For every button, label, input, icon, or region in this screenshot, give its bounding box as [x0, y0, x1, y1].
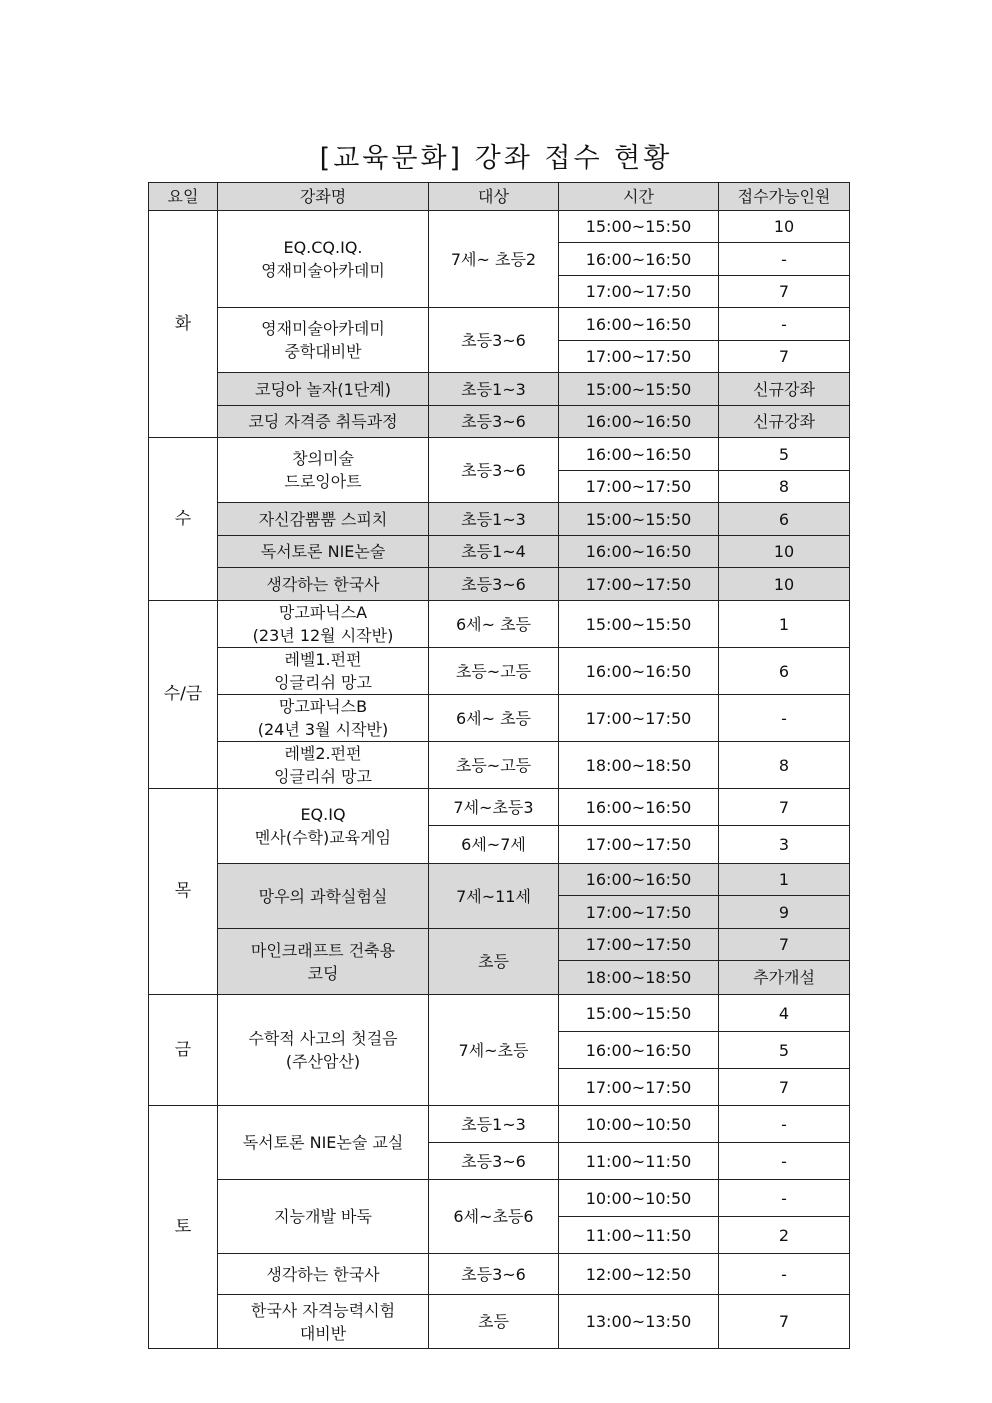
- table-row: [149, 1254, 850, 1295]
- course-name-line: 영재미술아카데미: [261, 261, 385, 280]
- target-cell: 초등~고등: [429, 742, 559, 789]
- seats-cell: -: [719, 308, 850, 341]
- time-cell: 16:00~16:50: [559, 648, 719, 695]
- day-cell: 수/금: [149, 601, 218, 789]
- time-cell: 18:00~18:50: [559, 961, 719, 995]
- seats-cell: 8: [719, 742, 850, 789]
- course-name-cell: [218, 211, 429, 308]
- seats-cell: 7: [719, 929, 850, 961]
- course-name-cell: 코딩 자격증 취득과정: [218, 406, 429, 438]
- course-name-line: 대비반: [299, 1323, 347, 1343]
- course-name-line: EQ.CQ.IQ.: [283, 238, 363, 257]
- table-row: [149, 308, 850, 341]
- course-name-line: (주산암산): [285, 1052, 361, 1071]
- table-row: [149, 742, 850, 789]
- time-cell: 16:00~16:50: [559, 406, 719, 438]
- page-title: [교육문화] 강좌 접수 현황: [319, 143, 673, 174]
- target-cell: 7세~11세: [429, 864, 559, 929]
- seats-cell: 3: [719, 826, 850, 864]
- course-name-cell: 독서토론 NIE논술 교실: [218, 1106, 429, 1180]
- day-cell: 수: [149, 438, 218, 601]
- time-cell: 15:00~15:50: [559, 995, 719, 1032]
- table-row: [149, 438, 850, 471]
- course-name-line: 마인크래프트 건축용: [250, 940, 396, 960]
- time-cell: 15:00~15:50: [559, 373, 719, 406]
- time-cell: 16:00~16:50: [559, 789, 719, 826]
- seats-cell: 7: [719, 1295, 850, 1349]
- header-target: 대상: [429, 183, 559, 211]
- seats-cell: 7: [719, 1069, 850, 1106]
- header-course-name: 강좌명: [218, 183, 429, 211]
- table-row: [149, 695, 850, 742]
- time-cell: 17:00~17:50: [559, 896, 719, 929]
- course-name-line: EQ.IQ: [300, 805, 346, 824]
- time-cell: 16:00~16:50: [559, 1032, 719, 1069]
- day-cell: 금: [149, 995, 218, 1106]
- table-row: [149, 601, 850, 648]
- target-cell: 6세~초등6: [429, 1180, 559, 1254]
- time-cell: 17:00~17:50: [559, 341, 719, 373]
- time-cell: 13:00~13:50: [559, 1295, 719, 1349]
- time-cell: 15:00~15:50: [559, 503, 719, 536]
- course-name-line: 잉글리쉬 망고: [274, 767, 372, 786]
- seats-cell: 10: [719, 536, 850, 568]
- time-cell: 16:00~16:50: [559, 243, 719, 276]
- target-cell: 초등3~6: [429, 438, 559, 503]
- target-cell: 초등: [429, 1295, 559, 1349]
- target-cell: 초등1~3: [429, 373, 559, 406]
- seats-cell: 5: [719, 438, 850, 471]
- time-cell: 10:00~10:50: [559, 1106, 719, 1143]
- course-name-line: 중학대비반: [284, 342, 362, 361]
- course-name-line: 잉글리쉬 망고: [274, 673, 372, 692]
- table-row: [149, 536, 850, 568]
- table-row: [149, 503, 850, 536]
- table-row: [149, 1180, 850, 1217]
- course-name-line: 망고파닉스A: [278, 603, 368, 622]
- target-cell: 6세~ 초등: [429, 601, 559, 648]
- course-name-cell: 생각하는 한국사: [218, 568, 429, 601]
- course-name-cell: [218, 929, 429, 995]
- table-row: [149, 1106, 850, 1143]
- time-cell: 17:00~17:50: [559, 826, 719, 864]
- seats-cell: 10: [719, 568, 850, 601]
- day-cell: 토: [149, 1106, 218, 1349]
- time-cell: 16:00~16:50: [559, 308, 719, 341]
- course-name-line: 영재미술아카데미: [261, 319, 385, 338]
- seats-cell: 6: [719, 648, 850, 695]
- time-cell: 17:00~17:50: [559, 695, 719, 742]
- table-row: [149, 789, 850, 826]
- time-cell: 10:00~10:50: [559, 1180, 719, 1217]
- course-name-cell: 지능개발 바둑: [218, 1180, 429, 1254]
- seats-cell: -: [719, 1143, 850, 1180]
- seats-cell: -: [719, 1180, 850, 1217]
- course-name-line: (24년 3월 시작반): [257, 720, 389, 739]
- time-cell: 11:00~11:50: [559, 1217, 719, 1254]
- target-cell: 6세~7세: [429, 826, 559, 864]
- table-row: [149, 1295, 850, 1349]
- course-name-cell: [218, 789, 429, 864]
- seats-cell: 9: [719, 896, 850, 929]
- seats-cell: 1: [719, 864, 850, 896]
- time-cell: 11:00~11:50: [559, 1143, 719, 1180]
- course-status-table: [148, 182, 850, 1349]
- course-name-line: 코딩: [307, 963, 339, 983]
- course-name-cell: [218, 995, 429, 1106]
- course-name-cell: [218, 438, 429, 503]
- table-row: [149, 648, 850, 695]
- seats-cell: 7: [719, 341, 850, 373]
- course-name-line: 드로잉아트: [284, 472, 362, 491]
- course-name-cell: [218, 308, 429, 373]
- seats-cell: 7: [719, 789, 850, 826]
- seats-cell: -: [719, 1254, 850, 1295]
- seats-cell: 2: [719, 1217, 850, 1254]
- time-cell: 17:00~17:50: [559, 1069, 719, 1106]
- seats-cell: 8: [719, 471, 850, 503]
- time-cell: 17:00~17:50: [559, 929, 719, 961]
- table-row: [149, 995, 850, 1032]
- target-cell: 7세~초등: [429, 995, 559, 1106]
- seats-cell: 10: [719, 211, 850, 243]
- time-cell: 16:00~16:50: [559, 864, 719, 896]
- course-name-cell: 독서토론 NIE논술: [218, 536, 429, 568]
- target-cell: 초등3~6: [429, 1143, 559, 1180]
- course-name-cell: [218, 601, 429, 648]
- time-cell: 17:00~17:50: [559, 276, 719, 308]
- target-cell: 초등~고등: [429, 648, 559, 695]
- table-row: [149, 373, 850, 406]
- day-cell: 목: [149, 789, 218, 995]
- course-name-cell: [218, 742, 429, 789]
- seats-cell: -: [719, 695, 850, 742]
- table-row: [149, 929, 850, 961]
- time-cell: 15:00~15:50: [559, 211, 719, 243]
- course-name-line: 레벨2.펀펀: [284, 744, 362, 763]
- time-cell: 18:00~18:50: [559, 742, 719, 789]
- course-name-line: 레벨1.펀펀: [284, 650, 362, 669]
- day-cell: 화: [149, 211, 218, 438]
- header-day: 요일: [149, 183, 218, 211]
- seats-cell: 5: [719, 1032, 850, 1069]
- table-row: [149, 864, 850, 896]
- seats-cell: 신규강좌: [719, 373, 850, 406]
- time-cell: 16:00~16:50: [559, 536, 719, 568]
- course-name-line: 한국사 자격능력시험: [250, 1300, 396, 1320]
- course-name-cell: 자신감뿜뿜 스피치: [218, 503, 429, 536]
- table-row: [149, 211, 850, 243]
- header-seats: 접수가능인원: [719, 183, 850, 211]
- course-name-cell: 코딩아 놀자(1단계): [218, 373, 429, 406]
- course-name-line: 망고파닉스B: [278, 697, 368, 716]
- target-cell: 초등3~6: [429, 308, 559, 373]
- seats-cell: 추가개설: [719, 961, 850, 995]
- target-cell: 초등3~6: [429, 406, 559, 438]
- target-cell: 초등3~6: [429, 1254, 559, 1295]
- course-name-cell: 망우의 과학실험실: [218, 864, 429, 929]
- table-row: [149, 568, 850, 601]
- seats-cell: 신규강좌: [719, 406, 850, 438]
- header-time: 시간: [559, 183, 719, 211]
- time-cell: 16:00~16:50: [559, 438, 719, 471]
- time-cell: 17:00~17:50: [559, 568, 719, 601]
- time-cell: 12:00~12:50: [559, 1254, 719, 1295]
- course-name-cell: [218, 1295, 429, 1349]
- target-cell: 초등1~3: [429, 1106, 559, 1143]
- time-cell: 17:00~17:50: [559, 471, 719, 503]
- target-cell: 초등: [429, 929, 559, 995]
- course-name-line: (23년 12월 시작반): [252, 626, 394, 645]
- target-cell: 6세~ 초등: [429, 695, 559, 742]
- course-name-cell: 생각하는 한국사: [218, 1254, 429, 1295]
- seats-cell: 6: [719, 503, 850, 536]
- seats-cell: 7: [719, 276, 850, 308]
- target-cell: 초등1~3: [429, 503, 559, 536]
- target-cell: 7세~초등3: [429, 789, 559, 826]
- course-name-cell: [218, 648, 429, 695]
- target-cell: 7세~ 초등2: [429, 211, 559, 308]
- course-name-line: 멘사(수학)교육게임: [254, 828, 392, 847]
- target-cell: 초등3~6: [429, 568, 559, 601]
- seats-cell: 4: [719, 995, 850, 1032]
- course-name-cell: [218, 695, 429, 742]
- table-row: [149, 406, 850, 438]
- seats-cell: -: [719, 1106, 850, 1143]
- course-name-line: 창의미술: [292, 449, 354, 468]
- target-cell: 초등1~4: [429, 536, 559, 568]
- time-cell: 15:00~15:50: [559, 601, 719, 648]
- course-name-line: 수학적 사고의 첫걸음: [248, 1029, 398, 1048]
- seats-cell: -: [719, 243, 850, 276]
- seats-cell: 1: [719, 601, 850, 648]
- table-header-row: [149, 183, 850, 211]
